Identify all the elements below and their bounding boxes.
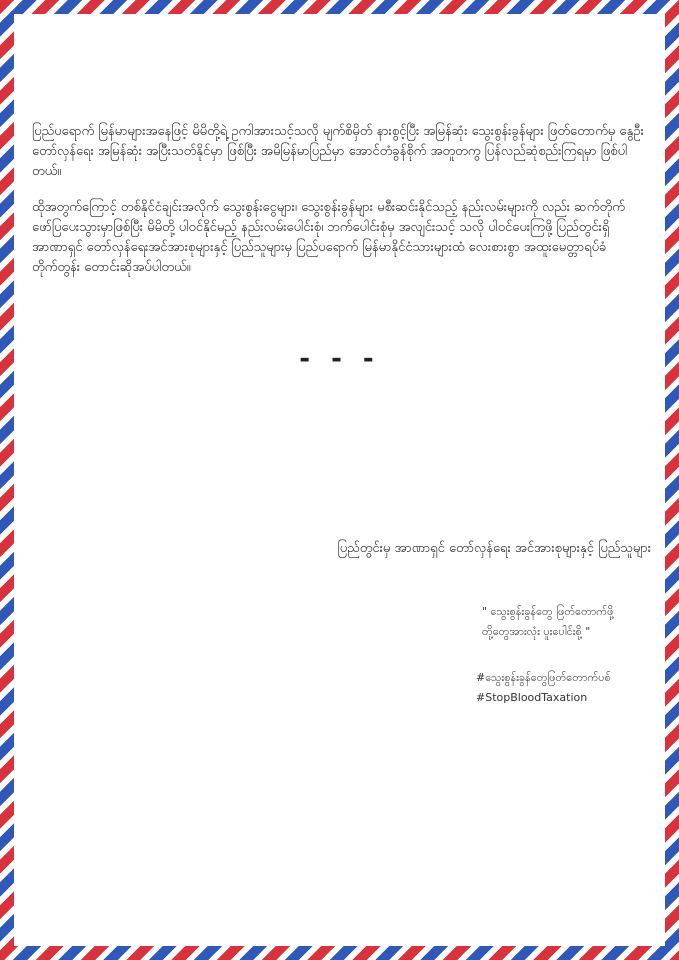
hashtags bbox=[476, 668, 676, 708]
paragraph-2: ထိုအတွက်ကြောင့် တစ်နိုင်ငံချင်းအလိုက် သွေးစွန်းငွေများ၊ သွေးစွန်းခွန်များ မစီးဆင်းနိုင်သည့် နည်းလမ်းများကို လည်း ဆက်တိုက် ဖော်ပြပေးသွားမှာဖြစ်ပြီး မိမိတို့ ပါဝင်နိုင်မည့် နည်းလမ်းပေါင်းစုံ၊ ဘက်ပေါင်းစုံမှ အလျင်းသင့် သလို ပါဝင်ပေးကြဖို့ ပြည်တွင်းရှိ အာဏာရှင် တော်လှန်ရေးအင်အားစုများနှင့် ပြည်သူများမှ ပြည်ပရောက် မြန်မာနိုင်ငံသားများထံ လေးစားစွာ အထူးမေတ္တာရပ်ခံ တိုက်တွန်း တောင်းဆိုအပ်ပါတယ်။ bbox=[32, 200, 625, 275]
letter-paper bbox=[14, 14, 665, 946]
section-separator: - - - bbox=[299, 344, 380, 374]
slogan-quote bbox=[482, 602, 672, 642]
slogan-quote-line-1: " သွေးစွန်းခွန်တွေ ဖြတ်တောက်ဖို့ bbox=[482, 605, 614, 618]
hashtag-myanmar: #သွေးစွန်းခွန်တွေဖြတ်တောက်ပစ် bbox=[476, 671, 611, 684]
hashtag-stop-blood-taxation: #StopBloodTaxation bbox=[476, 691, 588, 704]
letter-body bbox=[32, 122, 648, 294]
paragraph-1: ပြည်ပရောက် မြန်မာများအနေဖြင့် မိမိတို့ရဲ့ ဥကါအားသင့်သလို မျက်စိမှိတ် နားစွင့်ပြီး အမြန်ဆုံး သွေးစွန်းခွန်များ ဖြတ်တောက်မှ နွေဦး တော်လှန်ရေး အမြန်ဆုံး အပြီးသတ်နိုင်မှာ ဖြစ်ပြီး အမိမြန်မာပြည်မှာ အောင်တံခွန်စိုက် အတူတကွ ပြန်လည်ဆုံစည်းကြရမှာ ဖြစ်ပါတယ်။ bbox=[32, 124, 644, 179]
slogan-quote-line-2: တို့တွေအားလုံး ပူးပေါင်းစို့ " bbox=[482, 625, 591, 638]
signature-line: ပြည်တွင်းမှ အာဏာရှင် တော်လှန်ရေး အင်အားစုများနှင့် ပြည်သူများ bbox=[337, 541, 651, 556]
